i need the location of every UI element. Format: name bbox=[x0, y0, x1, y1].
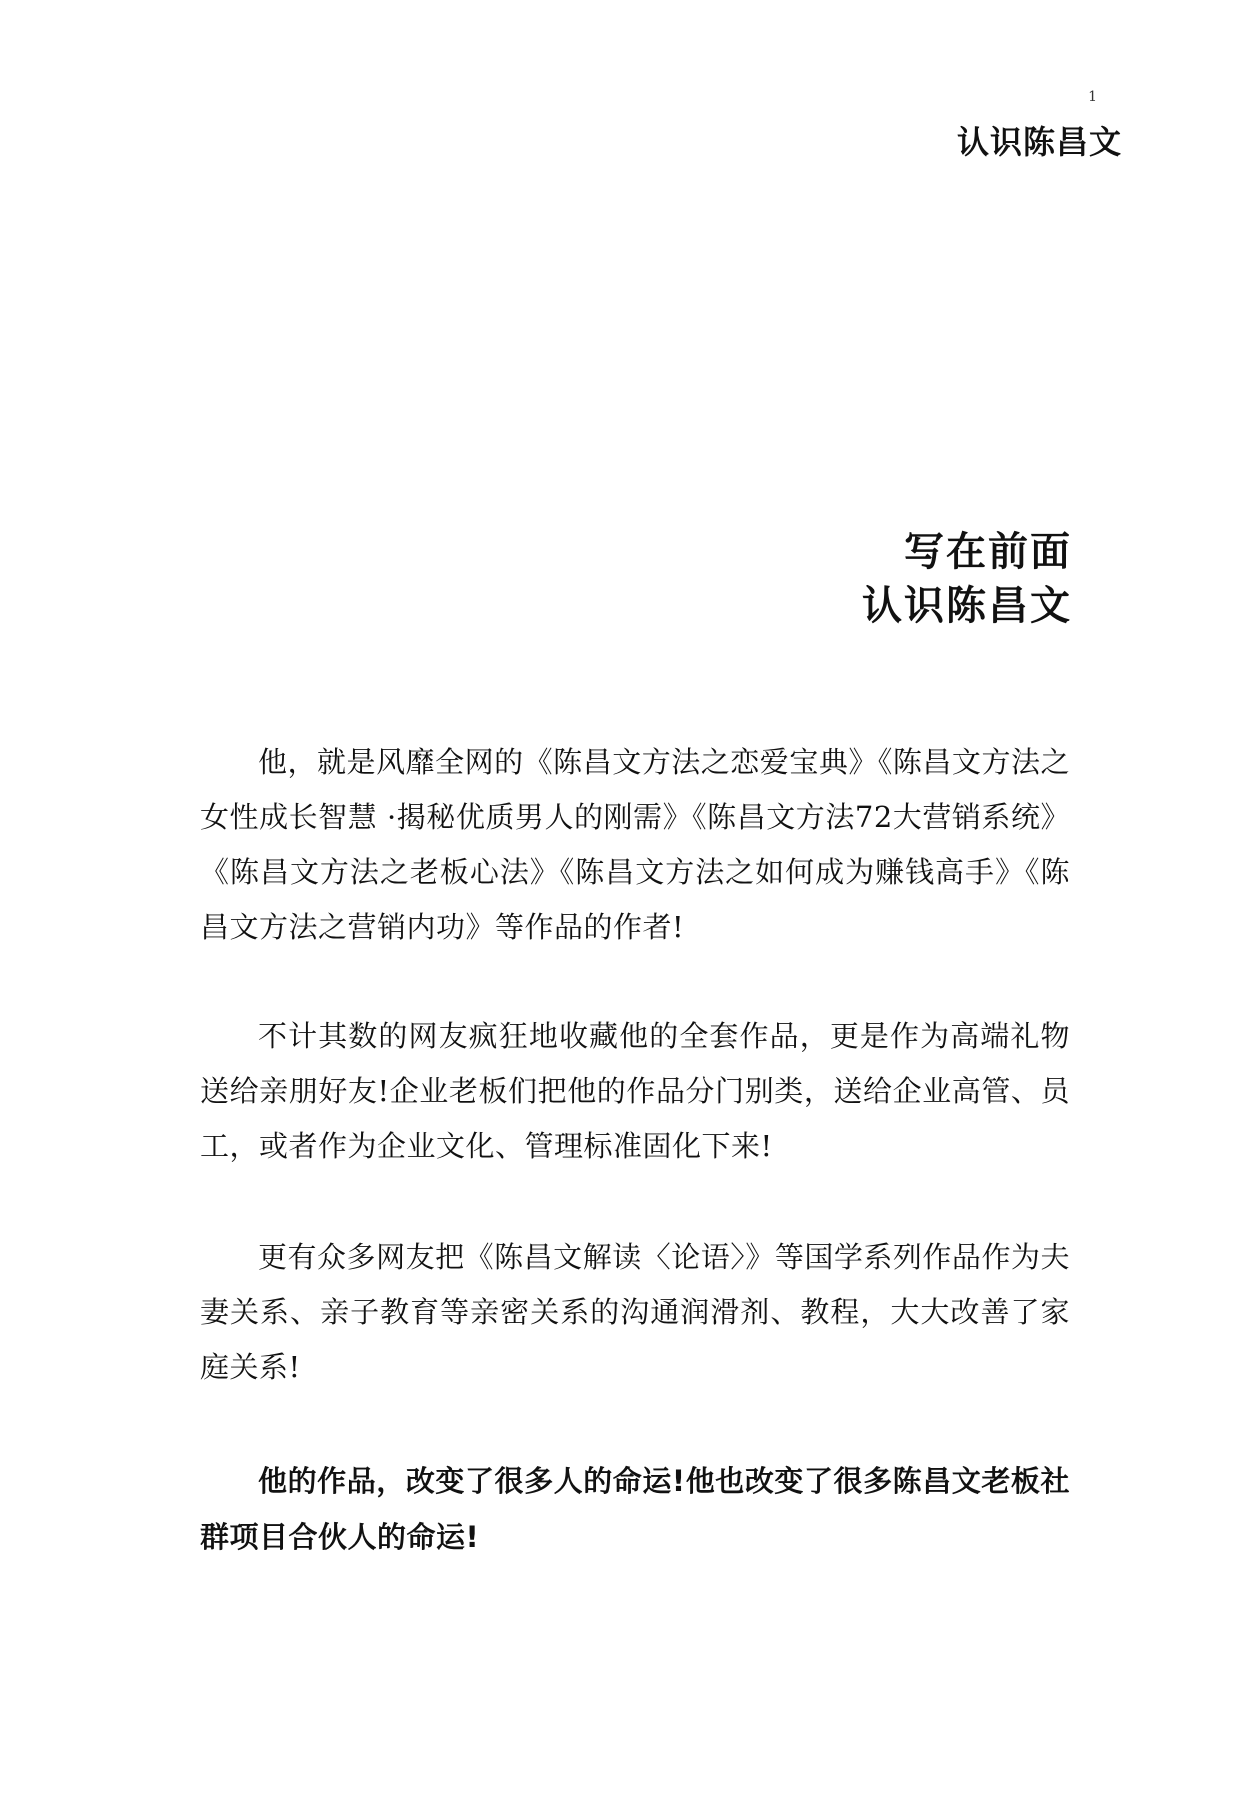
chapter-title bbox=[862, 525, 1072, 633]
chapter-title-line-2: 认识陈昌文 bbox=[862, 583, 1072, 629]
paragraph-impact: 他的作品，改变了很多人的命运!他也改变了很多陈昌文老板社群项目合伙人的命运! bbox=[200, 1464, 1070, 1554]
paragraph-family: 更有众多网友把《陈昌文解读〈论语〉》等国学系列作品作为夫妻关系、亲子教育等亲密关系的沟通润滑剂、教程，大大改善了家庭关系! bbox=[200, 1240, 1070, 1384]
body-text bbox=[200, 735, 1070, 1619]
paragraph-introduction: 他，就是风靡全网的《陈昌文方法之恋爱宝典》《陈昌文方法之女性成长智慧 ·揭秘优质男人的刚需》《陈昌文方法72大营销系统》《陈昌文方法之老板心法》《陈昌文方法之如何成为赚钱高手》《陈昌文方法之营销内功》等作品的作者! bbox=[200, 745, 1070, 944]
paragraph-collection: 不计其数的网友疯狂地收藏他的全套作品，更是作为高端礼物送给亲朋好友!企业老板们把他的作品分门别类，送给企业高管、员工，或者作为企业文化、管理标准固化下来! bbox=[200, 1019, 1070, 1163]
running-header: 认识陈昌文 bbox=[956, 123, 1122, 161]
page-number: 1 bbox=[1088, 89, 1097, 105]
chapter-title-line-1: 写在前面 bbox=[904, 529, 1072, 575]
